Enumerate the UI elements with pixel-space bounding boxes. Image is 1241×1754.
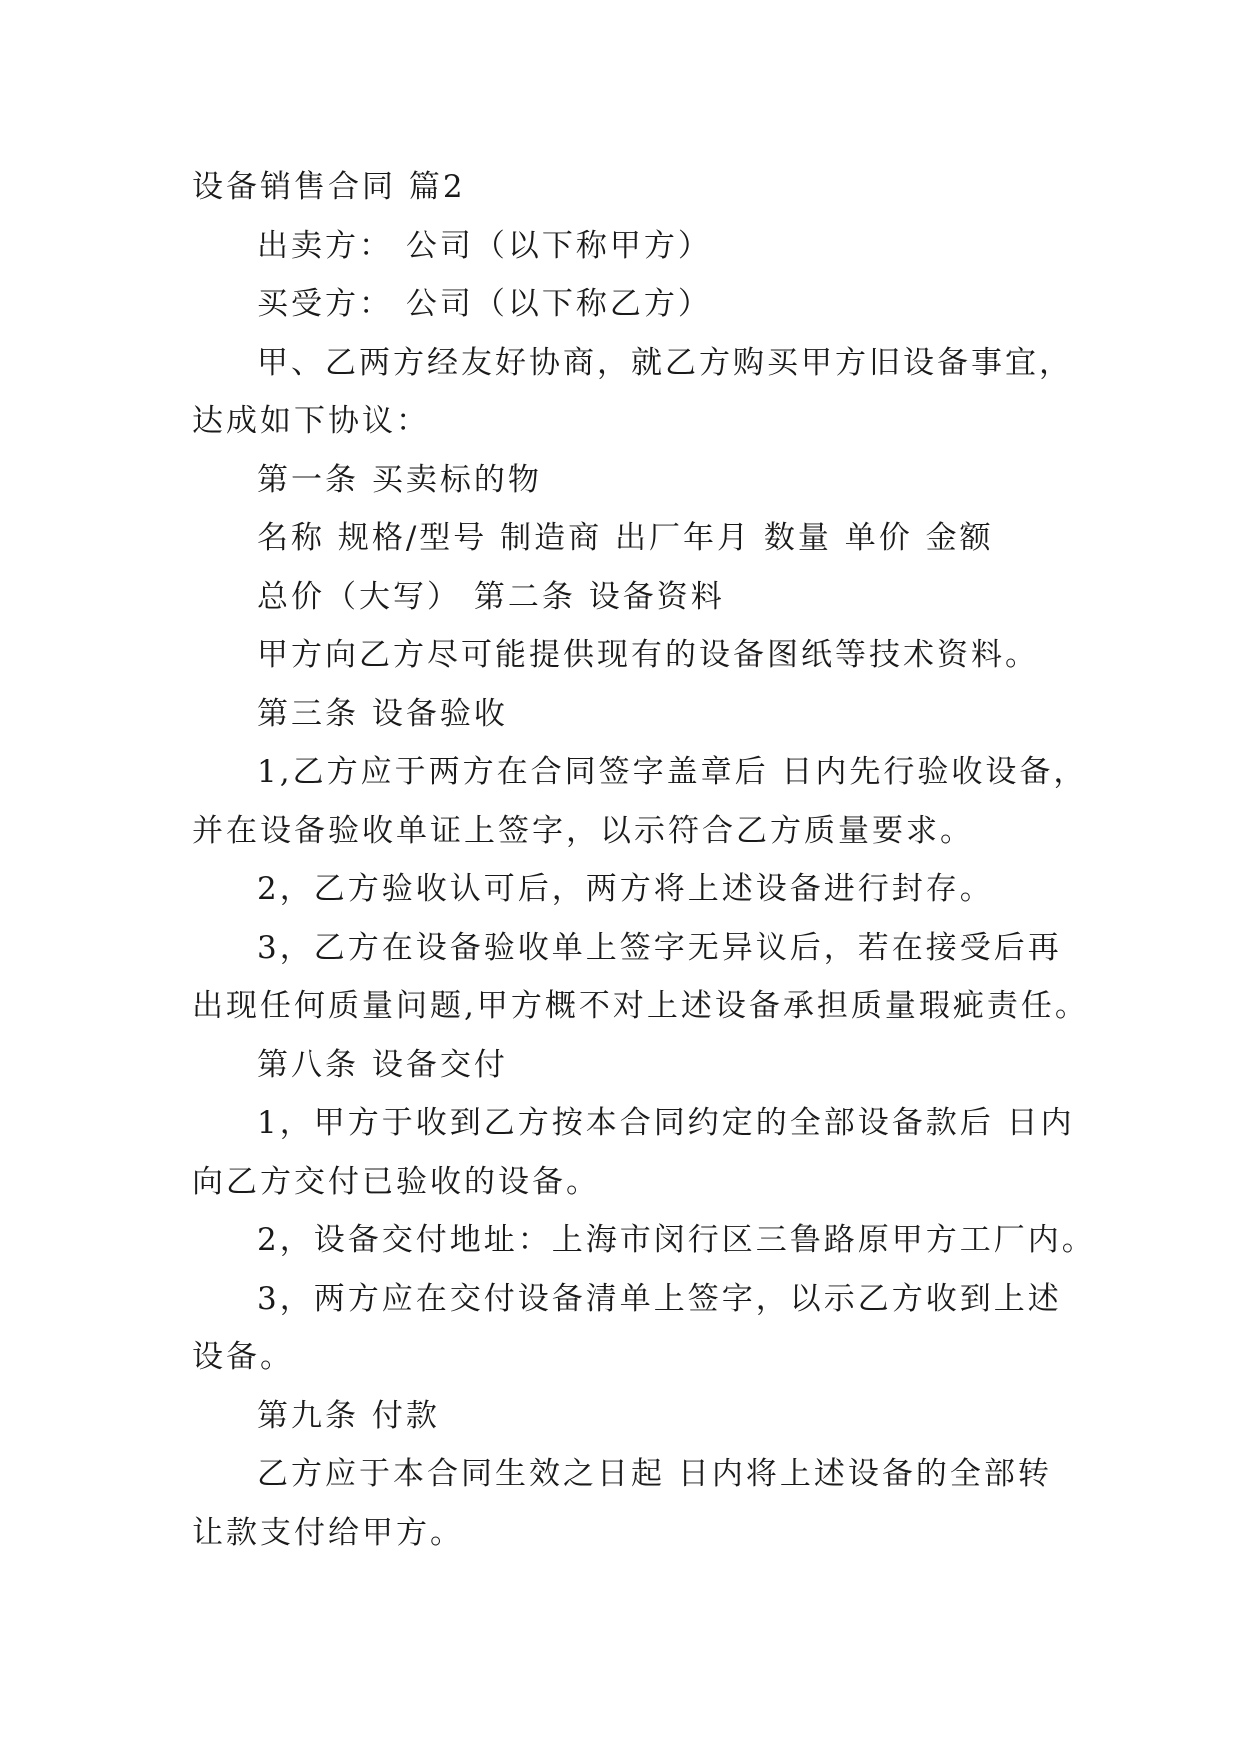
paragraph-line: 并在设备验收单证上签字，以示符合乙方质量要求。 xyxy=(192,812,974,849)
paragraph-line: 总价（大写） 第二条 设备资料 xyxy=(257,578,725,615)
document-title: 设备销售合同 篇2 xyxy=(192,169,466,205)
paragraph-line: 让款支付给甲方。 xyxy=(192,1514,464,1551)
article-heading: 第九条 付款 xyxy=(257,1397,440,1434)
paragraph-line: 达成如下协议： xyxy=(192,403,430,439)
article-heading: 第三条 设备验收 xyxy=(257,695,508,732)
paragraph-line: 1,乙方应于两方在合同签字盖章后 日内先行验收设备， xyxy=(257,754,1088,790)
paragraph-line: 甲、乙两方经友好协商，就乙方购买甲方旧设备事宜， xyxy=(257,344,1073,381)
buyer-line: 买受方： 公司（以下称乙方） xyxy=(257,286,712,322)
seller-line: 出卖方： 公司（以下称甲方） xyxy=(257,227,712,264)
paragraph-line: 3，乙方在设备验收单上签字无异议后，若在接受后再 xyxy=(257,929,1062,966)
article-heading: 第一条 买卖标的物 xyxy=(257,461,542,498)
paragraph-line: 设备。 xyxy=(192,1339,294,1375)
paragraph-line: 甲方向乙方尽可能提供现有的设备图纸等技术资料。 xyxy=(257,637,1039,673)
paragraph-line: 乙方应于本合同生效之日起 日内将上述设备的全部转 xyxy=(257,1456,1052,1492)
paragraph-line: 向乙方交付已验收的设备。 xyxy=(192,1163,600,1200)
paragraph-line: 出现任何质量问题,甲方概不对上述设备承担质量瑕疵责任。 xyxy=(192,988,1089,1024)
paragraph-line: 2，乙方验收认可后，两方将上述设备进行封存。 xyxy=(257,871,994,907)
paragraph-line: 3，两方应在交付设备清单上签字，以示乙方收到上述 xyxy=(257,1280,1062,1317)
paragraph-line: 1，甲方于收到乙方按本合同约定的全部设备款后 日内 xyxy=(257,1105,1075,1141)
article-heading: 第八条 设备交付 xyxy=(257,1046,508,1083)
paragraph-line: 名称 规格/型号 制造商 出厂年月 数量 单价 金额 xyxy=(257,520,994,556)
paragraph-line: 2，设备交付地址：上海市闵行区三鲁路原甲方工厂内。 xyxy=(257,1222,1096,1258)
contract-body xyxy=(192,158,1096,1562)
